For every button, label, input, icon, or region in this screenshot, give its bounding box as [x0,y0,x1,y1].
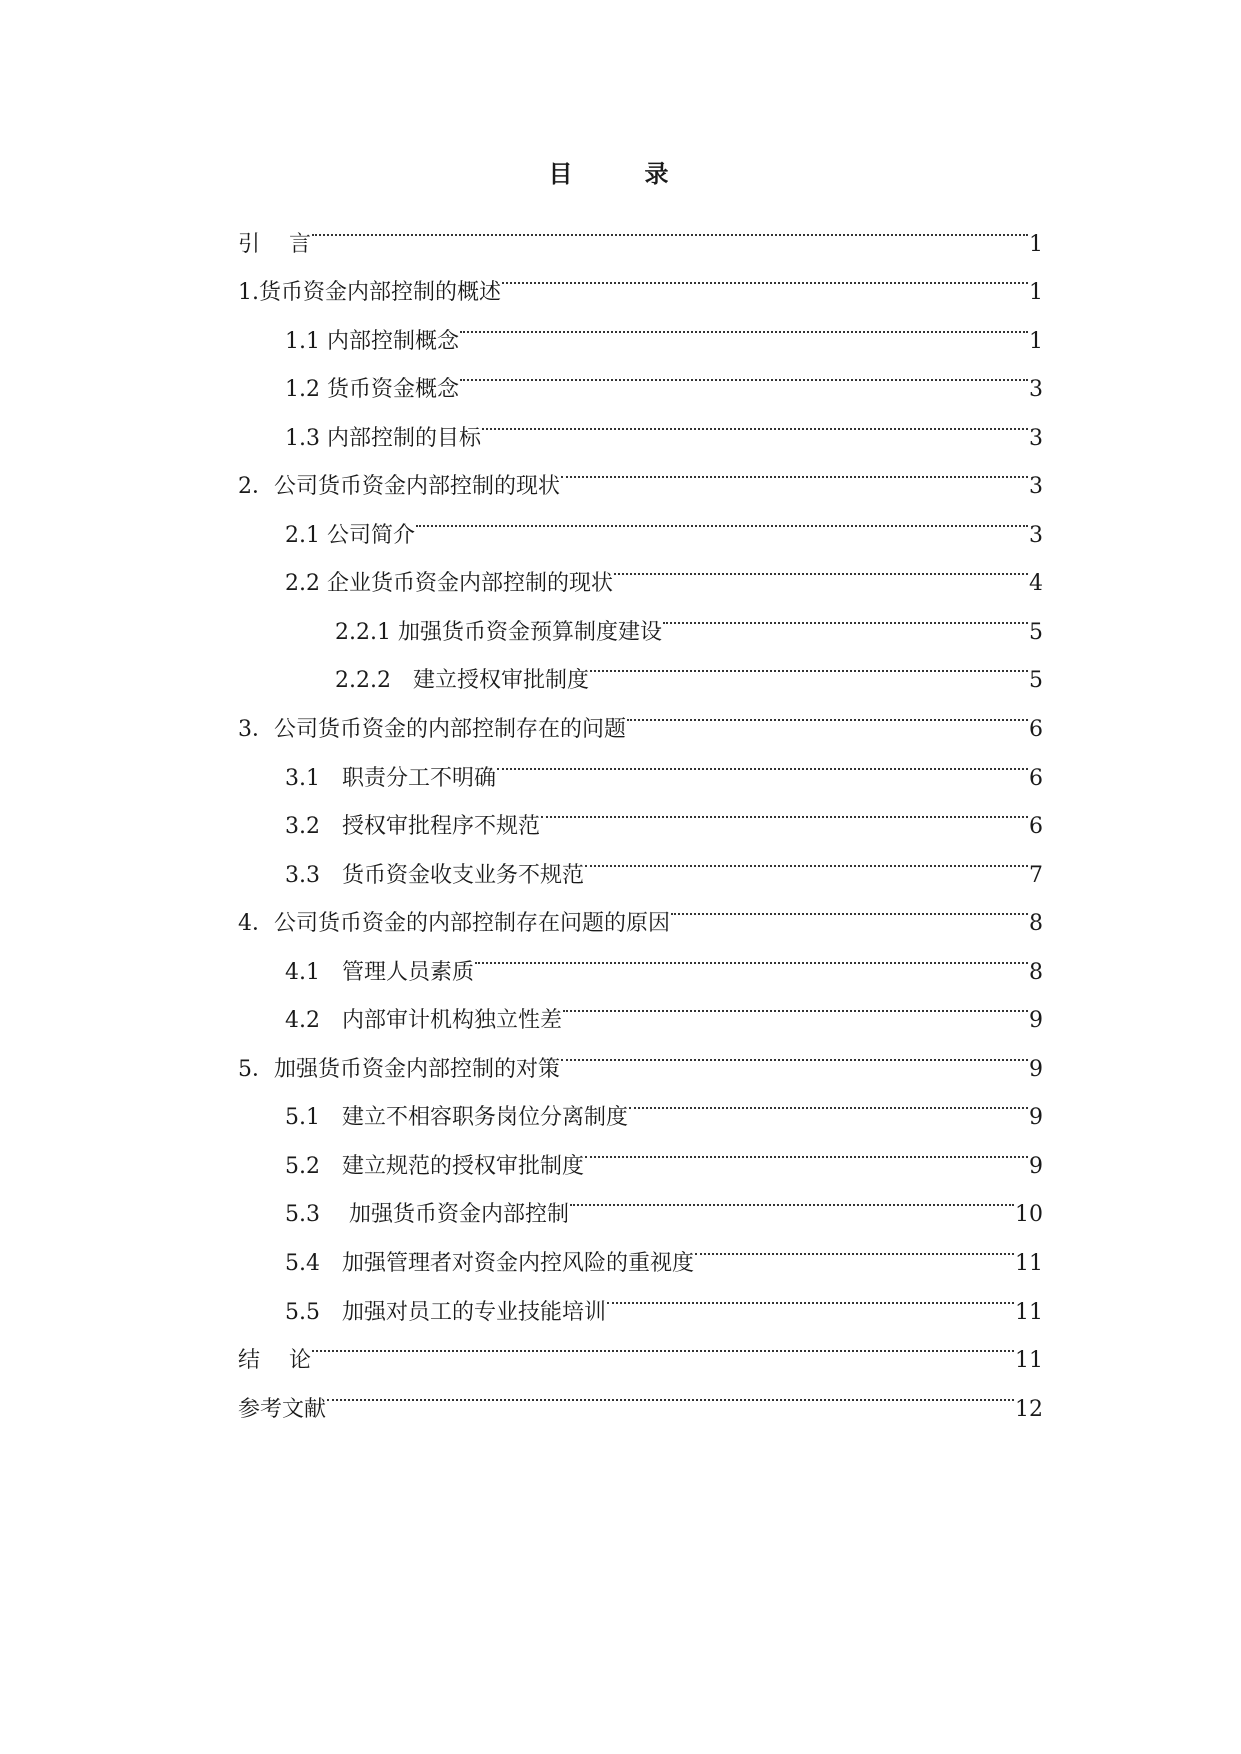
toc-entry-page-number: 11 [1015,1251,1043,1277]
toc-entry-label: 1.1 内部控制概念 [285,328,459,354]
toc-entry-page-number: 1 [1029,231,1043,257]
toc-dot-leader [561,445,1028,494]
toc-entry-page-number: 9 [1029,1153,1043,1179]
toc-entry-page-number: 9 [1029,1105,1043,1131]
toc-entry-label: 参考文献 [238,1396,327,1422]
toc-entry-label: 2.2.2 建立授权审批制度 [335,668,589,694]
toc-entry-page-number: 1 [1029,328,1043,354]
toc-entry-page-number: 11 [1015,1348,1043,1374]
toc-entry-label: 5.5 加强对员工的专业技能培训 [285,1299,606,1325]
toc-title: 目 录 [548,159,693,188]
toc-dot-leader [416,493,1028,542]
toc-dot-leader [497,736,1028,785]
toc-entry-page-number: 6 [1029,814,1043,840]
toc-entry-label: 3.1 职责分工不明确 [285,765,496,791]
toc-entry-label: 1.3 内部控制的目标 [285,425,481,451]
toc-entry-label: 2.1 公司简介 [285,522,415,548]
toc-entry-label: 4.1 管理人员素质 [285,959,474,985]
toc-entry-label: 3.2 授权审批程序不规范 [285,814,540,840]
toc-dot-leader [502,251,1028,300]
toc-dot-leader [585,833,1028,882]
toc-entry-label: 1.2 货币资金概念 [285,377,459,403]
toc-dot-leader [327,1367,1014,1416]
toc-dot-leader [312,202,1028,251]
toc-entry-label: 3.3 货币资金收支业务不规范 [285,862,584,888]
toc-entry-page-number: 8 [1029,959,1043,985]
toc-entry-page-number: 9 [1029,1008,1043,1034]
toc-dot-leader [590,639,1028,688]
toc-entry-page-number: 3 [1029,522,1043,548]
toc-entry-page-number: 11 [1015,1299,1043,1325]
toc-entry-page-number: 9 [1029,1056,1043,1082]
toc-entry-label: 5.3 加强货币资金内部控制 [285,1202,569,1228]
toc-dot-leader [475,930,1028,979]
toc-entry-label: 2.2 企业货币资金内部控制的现状 [285,571,613,597]
toc-dot-leader [312,1319,1014,1368]
toc-entry[interactable] [238,202,1043,257]
toc-entry-page-number: 8 [1029,911,1043,937]
toc-dot-leader [460,348,1028,397]
toc-entry-label: 5.1 建立不相容职务岗位分离制度 [285,1105,628,1131]
toc-entry-label: 5.2 建立规范的授权审批制度 [285,1153,584,1179]
toc-entry[interactable] [238,251,1043,306]
toc-entry-label: 2．公司货币资金内部控制的现状 [238,474,560,500]
toc-entry-label: 2.2.1 加强货币资金预算制度建设 [335,619,662,645]
toc-dot-leader [627,687,1028,736]
toc-dot-leader [607,1270,1014,1319]
toc-dot-leader [460,299,1028,348]
toc-entry[interactable] [238,1319,1043,1374]
toc-entry-label: 1.货币资金内部控制的概述 [238,280,501,306]
toc-entry-label: 5.4 加强管理者对资金内控风险的重视度 [285,1251,694,1277]
table-of-contents [238,202,1043,1422]
toc-dot-leader [629,1076,1028,1125]
toc-entry-page-number: 6 [1029,717,1043,743]
toc-entry-page-number: 5 [1029,668,1043,694]
toc-entry-label: 4.2 内部审计机构独立性差 [285,1008,562,1034]
toc-entry-page-number: 5 [1029,619,1043,645]
toc-dot-leader [614,542,1028,591]
toc-dot-leader [695,1221,1014,1270]
toc-entry-page-number: 3 [1029,474,1043,500]
toc-entry-label: 结 论 [238,1348,311,1374]
toc-entry-label: 5．加强货币资金内部控制的对策 [238,1056,560,1082]
toc-entry-page-number: 7 [1029,862,1043,888]
toc-entry-page-number: 12 [1015,1396,1043,1422]
toc-dot-leader [563,979,1028,1028]
toc-dot-leader [482,396,1028,445]
toc-entry-page-number: 10 [1015,1202,1043,1228]
toc-dot-leader [541,785,1028,834]
toc-entry-page-number: 3 [1029,425,1043,451]
toc-entry-label: 4．公司货币资金的内部控制存在问题的原因 [238,911,670,937]
toc-entry-page-number: 6 [1029,765,1043,791]
toc-dot-leader [663,590,1028,639]
toc-entry-page-number: 4 [1029,571,1043,597]
toc-dot-leader [570,1173,1014,1222]
toc-entry-page-number: 3 [1029,377,1043,403]
toc-entry[interactable] [238,1367,1043,1422]
toc-entry-label: 引 言 [238,231,311,257]
toc-dot-leader [585,1124,1028,1173]
toc-entry-page-number: 1 [1029,280,1043,306]
toc-dot-leader [671,882,1028,931]
toc-entry-label: 3．公司货币资金的内部控制存在的问题 [238,717,626,743]
toc-dot-leader [561,1027,1028,1076]
